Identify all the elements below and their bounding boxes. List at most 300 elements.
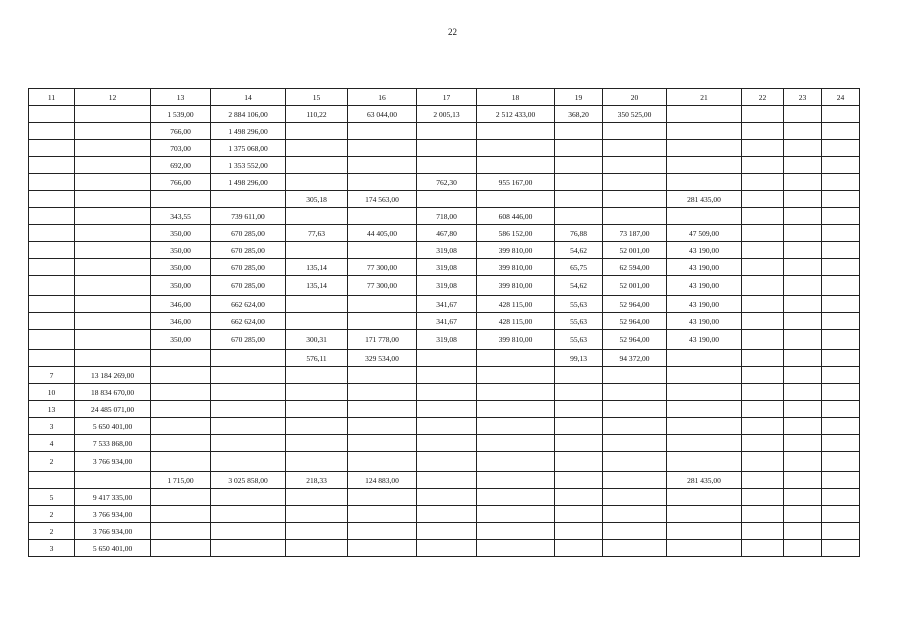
table-cell [822, 242, 860, 259]
table-cell: 94 372,00 [603, 350, 667, 367]
table-cell [417, 540, 477, 557]
column-header: 23 [784, 89, 822, 106]
table-cell: 281 435,00 [667, 472, 742, 489]
table-cell [75, 350, 151, 367]
table-cell [742, 350, 784, 367]
table-cell: 350,00 [151, 330, 211, 350]
table-cell [151, 435, 211, 452]
table-cell [477, 384, 555, 401]
table-cell: 341,67 [417, 296, 477, 313]
table-cell [555, 191, 603, 208]
table-cell [742, 296, 784, 313]
table-row [29, 350, 860, 367]
table-cell [822, 330, 860, 350]
table-cell [286, 452, 348, 472]
table-cell [348, 157, 417, 174]
table-cell: 77 300,00 [348, 259, 417, 276]
table-cell [555, 489, 603, 506]
table-cell [211, 523, 286, 540]
table-cell [555, 384, 603, 401]
table-cell [784, 242, 822, 259]
table-cell [348, 208, 417, 225]
table-cell: 766,00 [151, 174, 211, 191]
column-header: 22 [742, 89, 784, 106]
table-cell: 670 285,00 [211, 259, 286, 276]
table-cell: 99,13 [555, 350, 603, 367]
table-cell: 2 884 106,00 [211, 106, 286, 123]
table-cell [603, 367, 667, 384]
table-cell: 670 285,00 [211, 276, 286, 296]
table-row [29, 259, 860, 276]
table-cell [417, 191, 477, 208]
table-cell: 662 624,00 [211, 313, 286, 330]
table-cell [667, 208, 742, 225]
table-cell [29, 276, 75, 296]
table-cell [348, 452, 417, 472]
table-cell [822, 350, 860, 367]
table-cell [603, 540, 667, 557]
table-cell [822, 489, 860, 506]
table-cell [75, 313, 151, 330]
table-cell [742, 242, 784, 259]
table-cell [417, 123, 477, 140]
table-cell: 218,33 [286, 472, 348, 489]
table-cell [151, 401, 211, 418]
table-cell [151, 350, 211, 367]
table-cell [822, 276, 860, 296]
table-cell: 43 190,00 [667, 276, 742, 296]
table-cell [286, 296, 348, 313]
table-row [29, 140, 860, 157]
table-cell: 428 115,00 [477, 296, 555, 313]
table-cell [477, 489, 555, 506]
table-cell: 135,14 [286, 276, 348, 296]
table-cell: 718,00 [417, 208, 477, 225]
page-number: 22 [448, 27, 457, 37]
table-cell [477, 123, 555, 140]
table-cell: 54,62 [555, 276, 603, 296]
table-cell: 341,67 [417, 313, 477, 330]
table-row [29, 191, 860, 208]
table-cell [603, 472, 667, 489]
table-cell: 52 964,00 [603, 313, 667, 330]
table-cell [75, 106, 151, 123]
table-cell [211, 506, 286, 523]
table-cell: 43 190,00 [667, 242, 742, 259]
table-cell [286, 140, 348, 157]
table-cell: 73 187,00 [603, 225, 667, 242]
table-cell [603, 401, 667, 418]
table-cell: 346,00 [151, 296, 211, 313]
table-cell [417, 401, 477, 418]
table-cell [348, 384, 417, 401]
table-cell [29, 208, 75, 225]
table-cell: 135,14 [286, 259, 348, 276]
table-cell [477, 435, 555, 452]
table-cell [742, 489, 784, 506]
table-cell: 399 810,00 [477, 330, 555, 350]
table-cell [784, 259, 822, 276]
table-cell: 662 624,00 [211, 296, 286, 313]
table-cell [348, 418, 417, 435]
table-cell [742, 452, 784, 472]
table-cell [75, 225, 151, 242]
table-cell [151, 523, 211, 540]
table-row [29, 384, 860, 401]
table-cell: 9 417 335,00 [75, 489, 151, 506]
table-cell: 13 [29, 401, 75, 418]
table-cell [29, 225, 75, 242]
table-cell [784, 313, 822, 330]
table-cell [286, 242, 348, 259]
table-cell [348, 242, 417, 259]
table-cell: 305,18 [286, 191, 348, 208]
table-row [29, 452, 860, 472]
table-row [29, 472, 860, 489]
table-cell [784, 472, 822, 489]
table-cell [603, 489, 667, 506]
table-cell [742, 540, 784, 557]
table-cell: 586 152,00 [477, 225, 555, 242]
table-cell [555, 157, 603, 174]
table-cell: 350,00 [151, 225, 211, 242]
table-cell [784, 489, 822, 506]
table-cell: 399 810,00 [477, 259, 555, 276]
table-cell [784, 225, 822, 242]
table-cell: 1 353 552,00 [211, 157, 286, 174]
table-cell: 319,08 [417, 242, 477, 259]
table-cell [555, 140, 603, 157]
column-header: 13 [151, 89, 211, 106]
table-cell [29, 140, 75, 157]
table-cell [742, 174, 784, 191]
table-cell [417, 472, 477, 489]
table-cell [822, 472, 860, 489]
table-cell [286, 523, 348, 540]
table-cell [417, 452, 477, 472]
table-cell [603, 384, 667, 401]
table-cell [667, 489, 742, 506]
table-cell [742, 313, 784, 330]
table-cell [286, 123, 348, 140]
table-cell [75, 276, 151, 296]
table-cell: 670 285,00 [211, 330, 286, 350]
table-cell [286, 313, 348, 330]
table-cell [477, 367, 555, 384]
table-cell [555, 435, 603, 452]
table-cell: 300,31 [286, 330, 348, 350]
table-cell [29, 123, 75, 140]
table-cell: 3 025 858,00 [211, 472, 286, 489]
table-cell: 319,08 [417, 330, 477, 350]
table-cell: 766,00 [151, 123, 211, 140]
table-cell [667, 418, 742, 435]
table-cell: 670 285,00 [211, 225, 286, 242]
table-cell: 2 [29, 452, 75, 472]
table-cell [417, 435, 477, 452]
table-cell: 44 405,00 [348, 225, 417, 242]
table-cell [286, 208, 348, 225]
table-cell: 4 [29, 435, 75, 452]
table-cell [286, 367, 348, 384]
table-cell: 350,00 [151, 259, 211, 276]
table-row [29, 106, 860, 123]
table-cell: 5 650 401,00 [75, 418, 151, 435]
table-cell: 18 834 670,00 [75, 384, 151, 401]
table-cell [784, 401, 822, 418]
table-cell [211, 367, 286, 384]
table-cell [603, 452, 667, 472]
table-cell [286, 174, 348, 191]
table-cell [784, 276, 822, 296]
table-cell: 5 650 401,00 [75, 540, 151, 557]
table-cell [667, 106, 742, 123]
table-cell [822, 401, 860, 418]
table-cell [29, 330, 75, 350]
table-cell [555, 506, 603, 523]
table-cell [555, 208, 603, 225]
table-cell [603, 191, 667, 208]
table-cell [742, 435, 784, 452]
table-cell [477, 472, 555, 489]
table-cell: 43 190,00 [667, 259, 742, 276]
table-cell [75, 191, 151, 208]
table-row [29, 506, 860, 523]
table-cell [784, 540, 822, 557]
table-cell [822, 540, 860, 557]
table-cell [742, 225, 784, 242]
table-cell [784, 106, 822, 123]
table-cell: 62 594,00 [603, 259, 667, 276]
table-cell [784, 384, 822, 401]
table-row [29, 540, 860, 557]
table-cell: 329 534,00 [348, 350, 417, 367]
table-cell [822, 367, 860, 384]
table-cell [822, 259, 860, 276]
table-cell [667, 435, 742, 452]
table-cell: 703,00 [151, 140, 211, 157]
table-cell: 77 300,00 [348, 276, 417, 296]
table-cell [211, 350, 286, 367]
table-cell: 43 190,00 [667, 330, 742, 350]
table-cell [667, 157, 742, 174]
table-cell [555, 540, 603, 557]
table-cell [75, 472, 151, 489]
table-cell [603, 208, 667, 225]
table-cell [417, 489, 477, 506]
table-row [29, 208, 860, 225]
table-cell: 171 778,00 [348, 330, 417, 350]
table-cell [29, 157, 75, 174]
table-cell [211, 384, 286, 401]
table-cell [784, 435, 822, 452]
table-cell [784, 191, 822, 208]
table-cell [784, 157, 822, 174]
table-cell: 350,00 [151, 242, 211, 259]
table-cell [784, 506, 822, 523]
table-cell: 1 498 296,00 [211, 123, 286, 140]
table-row [29, 242, 860, 259]
table-cell: 281 435,00 [667, 191, 742, 208]
table-cell [822, 296, 860, 313]
table-cell [822, 123, 860, 140]
table-cell [822, 106, 860, 123]
table-cell [667, 452, 742, 472]
column-header: 14 [211, 89, 286, 106]
table-cell [667, 174, 742, 191]
table-cell [348, 123, 417, 140]
table-cell [348, 435, 417, 452]
table-cell [603, 435, 667, 452]
table-cell [151, 540, 211, 557]
table-cell [603, 123, 667, 140]
table-cell: 52 964,00 [603, 330, 667, 350]
table-cell: 43 190,00 [667, 296, 742, 313]
table-cell [822, 225, 860, 242]
table-cell [784, 140, 822, 157]
table-cell: 110,22 [286, 106, 348, 123]
table-cell: 467,80 [417, 225, 477, 242]
table-cell [742, 472, 784, 489]
table-cell [742, 418, 784, 435]
table-cell: 63 044,00 [348, 106, 417, 123]
table-cell: 692,00 [151, 157, 211, 174]
table-cell [151, 367, 211, 384]
table-cell [286, 418, 348, 435]
table-cell: 399 810,00 [477, 242, 555, 259]
table-cell [417, 523, 477, 540]
table-cell [742, 276, 784, 296]
table-cell [75, 140, 151, 157]
table-cell [348, 313, 417, 330]
table-cell [822, 208, 860, 225]
table-cell: 368,20 [555, 106, 603, 123]
column-header: 11 [29, 89, 75, 106]
table-cell [822, 157, 860, 174]
table-cell [286, 384, 348, 401]
table-cell [603, 506, 667, 523]
table-cell [477, 452, 555, 472]
table-cell [75, 259, 151, 276]
table-cell [822, 384, 860, 401]
data-table [28, 88, 860, 557]
table-cell [667, 123, 742, 140]
table-cell [742, 191, 784, 208]
table-cell [742, 140, 784, 157]
table-cell [286, 489, 348, 506]
table-cell: 1 715,00 [151, 472, 211, 489]
table-cell: 55,63 [555, 330, 603, 350]
table-cell: 576,11 [286, 350, 348, 367]
table-cell [348, 367, 417, 384]
column-header: 15 [286, 89, 348, 106]
table-cell: 428 115,00 [477, 313, 555, 330]
table-cell [417, 506, 477, 523]
table-cell [29, 472, 75, 489]
table-cell [477, 523, 555, 540]
table-cell [822, 174, 860, 191]
table-cell [151, 489, 211, 506]
table-cell [348, 174, 417, 191]
table-cell [603, 140, 667, 157]
table-cell [417, 350, 477, 367]
table-cell: 350 525,00 [603, 106, 667, 123]
table-cell: 1 539,00 [151, 106, 211, 123]
table-cell [75, 123, 151, 140]
table-cell [667, 540, 742, 557]
table-cell: 47 509,00 [667, 225, 742, 242]
table-row [29, 157, 860, 174]
table-cell [742, 367, 784, 384]
table-cell [151, 384, 211, 401]
table-cell [417, 367, 477, 384]
table-cell [555, 418, 603, 435]
table-row [29, 296, 860, 313]
table-cell [555, 174, 603, 191]
table-cell: 3 766 934,00 [75, 452, 151, 472]
table-cell: 3 766 934,00 [75, 506, 151, 523]
table-cell [75, 157, 151, 174]
table-cell [211, 489, 286, 506]
table-cell [742, 523, 784, 540]
table-cell: 174 563,00 [348, 191, 417, 208]
table-cell [477, 418, 555, 435]
column-header: 12 [75, 89, 151, 106]
table-cell [784, 330, 822, 350]
table-cell [75, 208, 151, 225]
table-cell [603, 523, 667, 540]
table-cell [742, 384, 784, 401]
table-cell: 3 [29, 418, 75, 435]
table-cell [477, 540, 555, 557]
column-header: 24 [822, 89, 860, 106]
table-cell [211, 452, 286, 472]
table-cell [603, 157, 667, 174]
table-cell [348, 140, 417, 157]
table-cell: 2 [29, 506, 75, 523]
table-cell [151, 418, 211, 435]
table-cell [784, 350, 822, 367]
table-row [29, 276, 860, 296]
table-row [29, 435, 860, 452]
table-cell [151, 506, 211, 523]
table-cell [29, 106, 75, 123]
table-cell: 739 611,00 [211, 208, 286, 225]
header-row [29, 89, 860, 106]
table-row [29, 174, 860, 191]
table-cell [348, 506, 417, 523]
table-cell [822, 506, 860, 523]
table-cell [29, 174, 75, 191]
table-cell [784, 367, 822, 384]
table-cell: 1 498 296,00 [211, 174, 286, 191]
table-cell: 7 [29, 367, 75, 384]
table-cell [477, 401, 555, 418]
table-cell: 65,75 [555, 259, 603, 276]
table-cell [211, 540, 286, 557]
table-cell [667, 140, 742, 157]
table-cell [784, 418, 822, 435]
table-cell [667, 367, 742, 384]
table-cell [29, 191, 75, 208]
table-cell [555, 123, 603, 140]
table-cell: 77,63 [286, 225, 348, 242]
table-row [29, 313, 860, 330]
table-cell [742, 157, 784, 174]
table-cell: 3 [29, 540, 75, 557]
column-header: 18 [477, 89, 555, 106]
table-cell [348, 401, 417, 418]
